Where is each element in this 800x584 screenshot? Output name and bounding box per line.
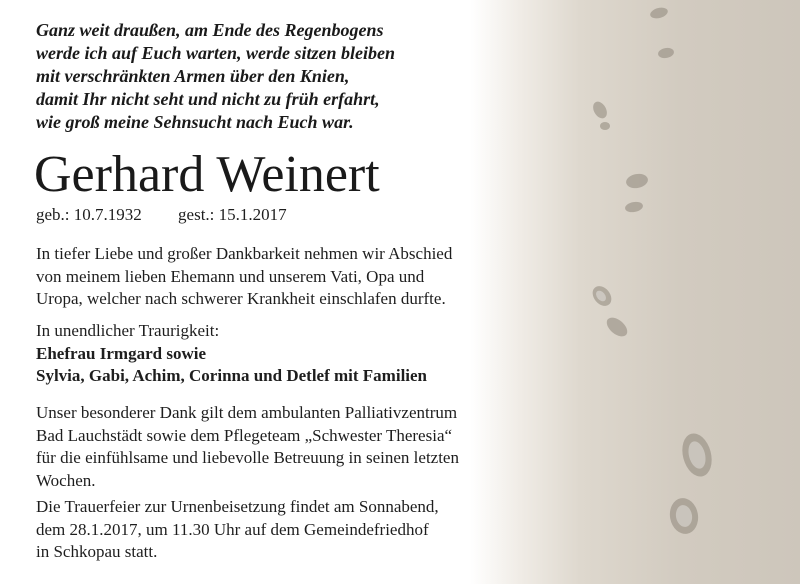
- text-line: von meinem lieben Ehemann und unserem Vati, Opa und: [36, 266, 425, 286]
- text-line: Die Trauerfeier zur Urnenbeisetzung findet am Sonnabend,: [36, 497, 439, 516]
- poem-line: damit Ihr nicht seht und nicht zu früh erfahrt,: [36, 89, 380, 109]
- farewell-text: [36, 243, 452, 311]
- mourners-intro: In unendlicher Traurigkeit:: [36, 321, 220, 340]
- text-line: Unser besonderer Dank gilt dem ambulanten Palliativzentrum: [36, 403, 458, 422]
- thanks-text: [36, 402, 459, 492]
- birth-date: geb.: 10.7.1932: [36, 205, 142, 224]
- text-line: Uropa, welcher nach schwerer Krankheit einschlafen durfte.: [36, 289, 446, 308]
- mourners-line: Sylvia, Gabi, Achim, Corinna und Detlef mit Familien: [36, 366, 428, 385]
- deceased-name: Gerhard Weinert: [34, 146, 380, 203]
- text-line: für die einfühlsame und liebevolle Betreuung in seinen letzten: [36, 448, 459, 467]
- text-line: Wochen.: [36, 470, 96, 490]
- text-line: In tiefer Liebe und großer Dankbarkeit nehmen wir Abschied: [36, 244, 453, 263]
- text-line: dem 28.1.2017, um 11.30 Uhr auf dem Gemeindefriedhof: [36, 519, 429, 539]
- text-line: Bad Lauchstädt sowie dem Pflegeteam „Schwester Theresia“: [36, 425, 453, 445]
- death-date: gest.: 15.1.2017: [178, 205, 287, 224]
- mourners-block: [36, 320, 427, 388]
- life-dates: [36, 204, 287, 226]
- poem: [36, 19, 395, 134]
- poem-line: wie groß meine Sehnsucht nach Euch war.: [36, 112, 354, 132]
- poem-line: Ganz weit draußen, am Ende des Regenbogens: [36, 20, 384, 40]
- poem-line: werde ich auf Euch warten, werde sitzen bleiben: [36, 43, 396, 63]
- funeral-text: [36, 496, 439, 564]
- mourners-line: Ehefrau Irmgard sowie: [36, 343, 206, 363]
- poem-line: mit verschränkten Armen über den Knien,: [36, 66, 350, 86]
- text-line: in Schkopau statt.: [36, 542, 158, 561]
